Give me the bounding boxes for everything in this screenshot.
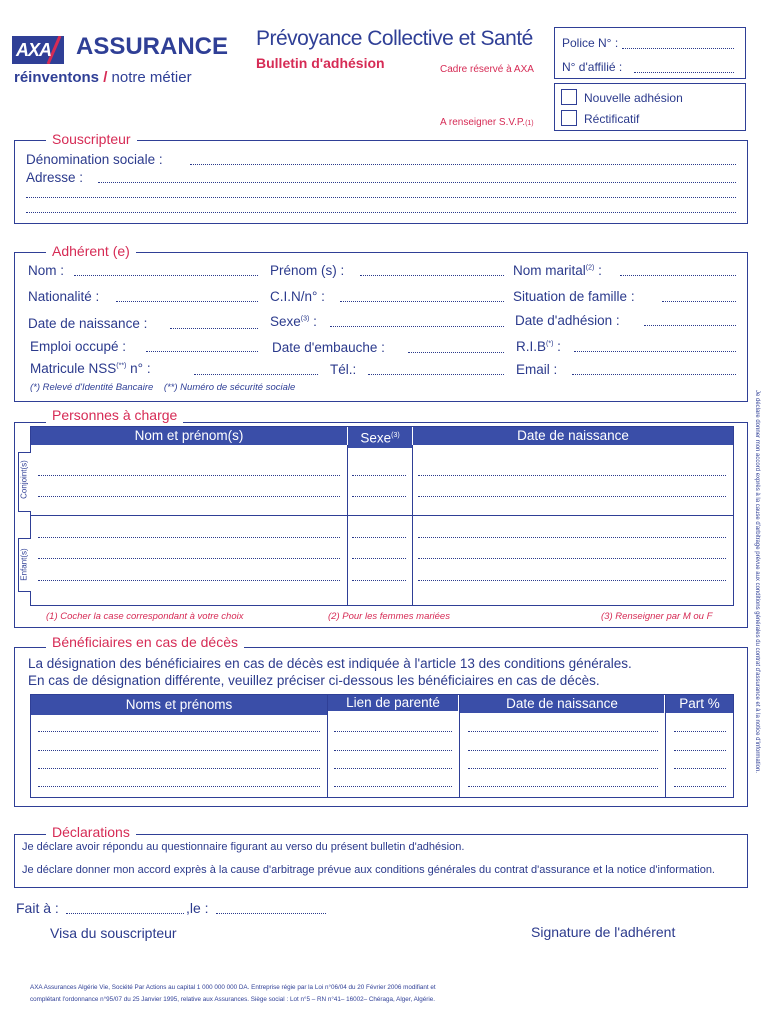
nom-marital-label (513, 263, 602, 278)
benef-header-part: Part % (666, 695, 733, 713)
benef-row[interactable] (468, 768, 658, 769)
personnes-row[interactable] (352, 537, 406, 538)
rib-field[interactable] (574, 351, 736, 352)
tagline (14, 69, 192, 86)
denomination-label: Dénomination sociale : (26, 152, 163, 167)
benef-row[interactable] (334, 786, 452, 787)
personnes-row[interactable] (38, 558, 340, 559)
benef-header-lien: Lien de parenté (328, 695, 458, 711)
side-note: Je déclare donner mon accord exprès à la cause d'arbitrage prévue aux conditions générales du contrat d'assurance et à la notice d'information. (754, 390, 760, 773)
personnes-row[interactable] (418, 558, 726, 559)
form-subtitle: Bulletin d'adhésion (256, 55, 385, 71)
logo-text: AXA (16, 40, 52, 60)
declaration-1: Je déclare avoir répondu au questionnaire figurant au verso du présent bulletin d'adhésion. (22, 841, 465, 853)
personnes-header-sexe-ref: (3) (391, 432, 400, 439)
adresse-field-3[interactable] (26, 212, 736, 213)
personnes-col-divider-2 (412, 445, 413, 605)
emploi-field[interactable] (146, 351, 258, 352)
date-embauche-label: Date d'embauche : (272, 340, 385, 355)
benef-row[interactable] (38, 731, 320, 732)
declarations-legend: Déclarations (46, 824, 136, 840)
personnes-row[interactable] (418, 537, 726, 538)
date-adhesion-label: Date d'adhésion : (515, 313, 620, 328)
personnes-row[interactable] (352, 558, 406, 559)
nouvelle-adhesion-label: Nouvelle adhésion (584, 91, 683, 105)
nom-marital-ref: (2) (585, 264, 595, 272)
matricule-label (30, 361, 151, 376)
benef-row[interactable] (468, 750, 658, 751)
declaration-2: Je déclare donner mon accord exprès à la cause d'arbitrage prévue aux conditions générales du contrat d'assurance et la notice d'information. (22, 864, 715, 876)
benef-row[interactable] (334, 768, 452, 769)
nationalite-field[interactable] (116, 301, 258, 302)
rectificatif-checkbox[interactable] (561, 110, 577, 126)
cin-label: C.I.N/n° : (270, 289, 325, 304)
visa-label: Visa du souscripteur (50, 925, 177, 941)
personnes-row[interactable] (38, 475, 340, 476)
sexe-field[interactable] (330, 326, 504, 327)
affilie-field[interactable] (634, 72, 734, 73)
personnes-header-sexe (348, 427, 412, 448)
nationalite-label: Nationalité : (28, 289, 100, 304)
benef-row[interactable] (674, 768, 726, 769)
conjoint-label: Conjoint(s) (19, 460, 29, 499)
personnes-legend: Personnes à charge (46, 407, 183, 423)
le-field[interactable] (216, 913, 326, 914)
rib-text: R.I.B (516, 339, 547, 354)
rectificatif-label: Réctificatif (584, 112, 640, 126)
personnes-table (30, 426, 734, 606)
benef-row[interactable] (38, 750, 320, 751)
nom-marital-field[interactable] (620, 275, 736, 276)
sexe-colon: : (313, 314, 317, 329)
benef-row[interactable] (38, 786, 320, 787)
benef-divider-3 (665, 695, 666, 797)
footer-line-1: AXA Assurances Algérie Vie, Société Par Actions au capital 1 000 000 000 DA. Entreprise régie par la Loi n°06/04 du 20 Février 2006 modifiant et (30, 984, 436, 991)
tagline-rest: notre métier (111, 69, 192, 86)
note-femmes: (2) Pour les femmes mariées (328, 611, 450, 622)
adherent-footnote: (*) Relevé d'Identité Bancaire (**) Numéro de sécurité sociale (30, 382, 296, 393)
personnes-row[interactable] (352, 496, 406, 497)
denomination-field[interactable] (190, 164, 736, 165)
police-label: Police N° : (562, 36, 619, 50)
personnes-group-divider (30, 515, 734, 516)
rib-ref: (*) (546, 340, 554, 348)
beneficiaires-legend: Bénéficiaires en cas de décès (46, 634, 244, 650)
email-field[interactable] (572, 374, 736, 375)
note-mf: (3) Renseigner par M ou F (601, 611, 713, 622)
emploi-label: Emploi occupé : (30, 339, 127, 354)
rib-colon: : (557, 339, 561, 354)
signature-label: Signature de l'adhérent (531, 924, 676, 940)
personnes-header-date: Date de naissance (413, 427, 733, 445)
police-field[interactable] (622, 48, 734, 49)
date-naissance-field[interactable] (170, 328, 258, 329)
benef-divider-2 (459, 695, 460, 797)
benef-divider-1 (327, 695, 328, 797)
personnes-row[interactable] (352, 580, 406, 581)
nouvelle-adhesion-checkbox[interactable] (561, 89, 577, 105)
personnes-row[interactable] (38, 537, 340, 538)
beneficiaires-text-1: La désignation des bénéficiaires en cas de décès est indiquée à l'article 13 des conditions générales. (28, 656, 632, 671)
benef-row[interactable] (38, 768, 320, 769)
fait-label: Fait à : (16, 900, 59, 916)
benef-row[interactable] (674, 750, 726, 751)
adresse-field[interactable] (98, 182, 736, 183)
benef-header-noms: Noms et prénoms (31, 695, 327, 715)
note-cocher: (1) Cocher la case correspondant à votre choix (46, 611, 244, 622)
date-naissance-label: Date de naissance : (28, 316, 148, 331)
beneficiaires-text-2: En cas de désignation différente, veuillez préciser ci-dessous les bénéficiaires en cas de décès. (28, 673, 600, 688)
le-label: ,le : (186, 900, 209, 916)
personnes-row[interactable] (352, 475, 406, 476)
benef-row[interactable] (334, 750, 452, 751)
personnes-row[interactable] (418, 475, 726, 476)
sexe-label (270, 314, 317, 329)
prenom-label: Prénom (s) : (270, 263, 345, 278)
benef-row[interactable] (468, 786, 658, 787)
souscripteur-legend: Souscripteur (46, 131, 137, 147)
benef-row[interactable] (674, 731, 726, 732)
date-embauche-field[interactable] (408, 352, 504, 353)
nom-marital-text: Nom marital (513, 263, 586, 278)
tel-label: Tél.: (330, 362, 357, 377)
adresse-field-2[interactable] (26, 197, 736, 198)
sexe-ref: (3) (300, 315, 310, 323)
company-name: ASSURANCE (76, 33, 229, 60)
fill-note (440, 117, 534, 128)
nom-label: Nom : (28, 263, 65, 278)
date-adhesion-field[interactable] (644, 325, 736, 326)
tagline-slash: / (103, 69, 108, 86)
benef-row[interactable] (334, 731, 452, 732)
fait-field[interactable] (66, 913, 184, 914)
personnes-row[interactable] (38, 496, 340, 497)
axa-logo (12, 36, 64, 64)
adresse-label: Adresse : (26, 170, 84, 185)
tagline-bold: réinventons (14, 69, 100, 86)
sexe-text: Sexe (270, 314, 301, 329)
matricule-field[interactable] (194, 374, 318, 375)
personnes-header-nom: Nom et prénom(s) (31, 427, 347, 445)
benef-row[interactable] (468, 731, 658, 732)
personnes-header-sexe-text: Sexe (360, 430, 392, 446)
form-title: Prévoyance Collective et Santé (256, 27, 533, 50)
adherent-legend: Adhérent (e) (46, 243, 136, 259)
nom-marital-colon: : (598, 263, 602, 278)
enfants-label: Enfant(s) (19, 548, 29, 581)
affilie-label: N° d'affilié : (562, 60, 623, 74)
benef-header-date: Date de naissance (460, 695, 664, 713)
matricule-text: Matricule NSS (30, 361, 117, 376)
email-label: Email : (516, 362, 558, 377)
personnes-col-divider-1 (347, 445, 348, 605)
matricule-ref: (**) (116, 362, 127, 370)
personnes-row[interactable] (418, 496, 726, 497)
matricule-suffix: n° : (130, 361, 151, 376)
prenom-field[interactable] (360, 275, 504, 276)
fill-note-text: A renseigner S.V.P. (440, 117, 526, 128)
nom-field[interactable] (74, 275, 258, 276)
cin-field[interactable] (340, 301, 504, 302)
benef-row[interactable] (674, 786, 726, 787)
personnes-row[interactable] (38, 580, 340, 581)
personnes-row[interactable] (418, 580, 726, 581)
tel-field[interactable] (368, 374, 504, 375)
fill-note-ref: (1) (525, 120, 534, 127)
rib-label (516, 339, 561, 354)
situation-label: Situation de famille : (513, 289, 635, 304)
situation-field[interactable] (662, 301, 736, 302)
footer-line-2: complétant l'ordonnance n°95/07 du 25 Janvier 1995, relative aux Assurances. Siège social : Lot n°5 – RN n°41– 16002– Chéraga, Alger, Algérie. (30, 996, 436, 1003)
reserved-note: Cadre réservé à AXA (440, 64, 534, 75)
